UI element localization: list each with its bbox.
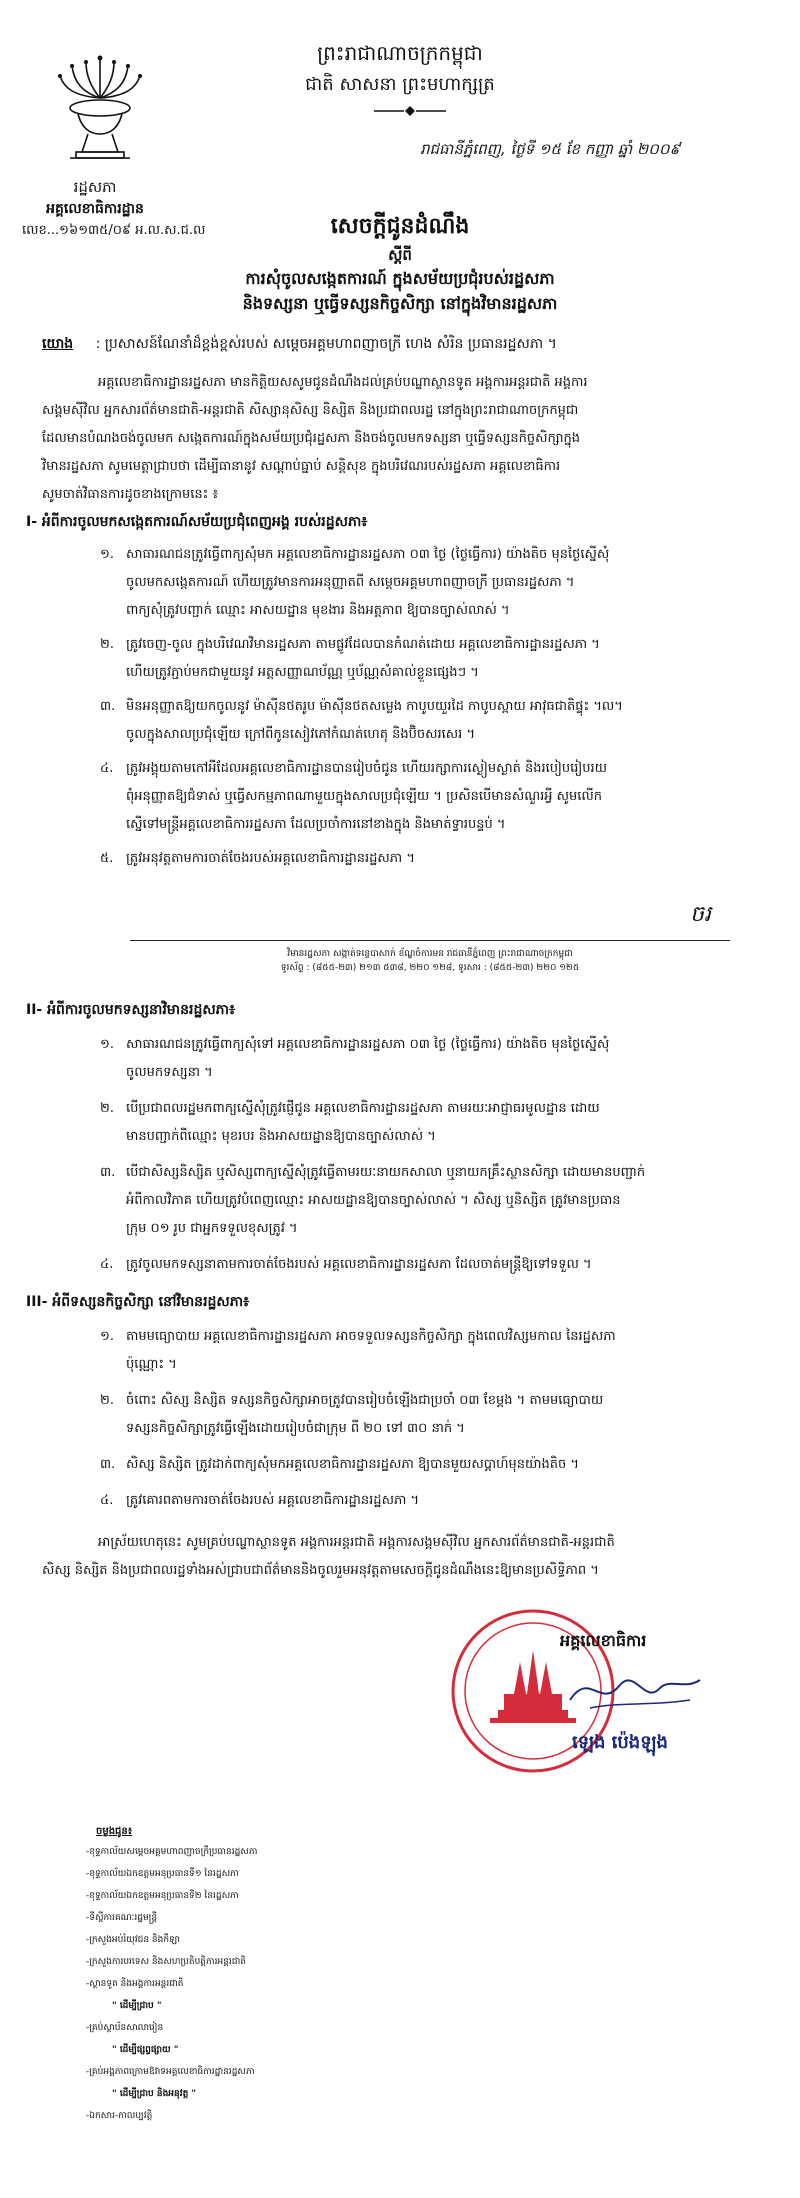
distribution-item: -ស្ថានទូត និងអង្គការអន្តរជាតិ	[86, 1979, 184, 1989]
list-item	[100, 1036, 609, 1055]
item-number: ២.	[100, 1101, 114, 1116]
footer-address: វិមានរដ្ឋសភា សង្កាត់ទន្លេបាសាក់ ខ័ណ្ឌចំការមន រាជធានីភ្នំពេញ ព្រះរាជាណាចក្រកម្ពុជា	[287, 949, 573, 959]
item-text: បើប្រជាពលរដ្ឋមកពាក្យស្នើសុំត្រូវផ្ញើជូន អគ្គលេខាធិការដ្ឋានរដ្ឋសភា តាមរយៈអាជ្ញាធរមូលដ្ឋាន ដោយ	[126, 1101, 600, 1116]
closing-line: សិស្ស និស្សិត និងប្រជាពលរដ្ឋទាំងអស់ជ្រាបជាព័ត៌មាននិងចូលរួមអនុវត្តតាមសេចក្តីជូនដំណឹងនេះឱ្យមានប្រសិទ្ធិភាព ។	[42, 1563, 599, 1578]
list-item	[100, 1256, 592, 1275]
item-text: ចូលមកទស្សនា ។	[126, 1065, 213, 1080]
reference-text: : ប្រសាសន៍ណែនាំដ៏ខ្ពង់ខ្ពស់របស់ សម្តេចអគ្គមហាពញាចក្រី ហេង សំរិន ប្រធានរដ្ឋសភា ។	[95, 336, 557, 352]
distribution-item: -ក្រសួងអប់រំយុវជន និងកីឡា	[86, 1935, 181, 1945]
org-department: អគ្គលេខាធិការដ្ឋាន	[46, 201, 144, 217]
handwritten-signature	[560, 1660, 710, 1720]
item-text: ស្នើទៅមន្ត្រីអគ្គលេខាធិការរដ្ឋសភា ដែលប្រចាំការនៅខាងក្នុង និងមាត់ទ្វារបន្ទប់ ។	[126, 817, 506, 832]
reference-block	[42, 334, 557, 355]
distribution-item: -គ្រប់អង្គភាពក្រោមឱវាទអគ្គលេខាធិការដ្ឋានរដ្ឋសភា	[86, 2067, 255, 2077]
footer-phone: ទូរស័ព្ទ : (៨៥៥-២៣) ២១៣ ៥៣៨, ២២០ ១២៨, ទូរសារ : (៨៥៥-២៣) ២២០ ១២៥	[280, 963, 580, 973]
list-item	[100, 1328, 616, 1347]
item-text: សាធារណជនត្រូវធ្វើពាក្យសុំមក អគ្គលេខាធិការដ្ឋានរដ្ឋសភា ០៣ ថ្ងៃ (ថ្ងៃធ្វើការ) យ៉ាងតិច មុនថ្ងៃស្នើសុំ	[126, 547, 610, 562]
item-text: ពាក្យសុំត្រូវបញ្ជាក់ ឈ្មោះ អាសយដ្ឋាន មុខងារ និងអត្តភាព ឱ្យបានច្បាស់លាស់ ។	[126, 603, 510, 618]
item-text: មានបញ្ជាក់ពីឈ្មោះ មុខរបរ និងអាសយដ្ឋានឱ្យបានច្បាស់លាស់ ។	[126, 1129, 436, 1144]
list-item	[100, 1456, 579, 1475]
item-text: ចំពោះ សិស្ស និស្សិត ទស្សនកិច្ចសិក្សាអាចត្រូវបានរៀបចំឡើងជាប្រចាំ ០៣ ខែម្តង ។ តាមមធ្យោបាយ	[126, 1393, 604, 1408]
list-item	[100, 698, 623, 717]
item-text: ត្រូវគោរពតាមការចាត់ចែងរបស់ អគ្គលេខាធិការដ្ឋានរដ្ឋសភា ។	[126, 1493, 420, 1508]
decorative-divider	[370, 104, 450, 118]
page-initials: ចរ	[690, 902, 711, 927]
signatory-title: អគ្គលេខាធិការ	[560, 1631, 647, 1650]
title-subject-label: ស្តីពី	[388, 246, 412, 264]
item-text: ត្រូវអនុវត្តតាមការចាត់ចែងរបស់អគ្គលេខាធិការដ្ឋានរដ្ឋសភា ។	[126, 851, 415, 866]
list-item	[100, 1164, 645, 1183]
item-number: ៤.	[100, 1257, 114, 1272]
distribution-item: -គ្រប់ស្ថាប័នសាលារៀន	[86, 2023, 164, 2033]
item-text: តាមមធ្យោបាយ អគ្គលេខាធិការដ្ឋានរដ្ឋសភា អាចទទួលទស្សនកិច្ចសិក្សា ក្នុងពេលវិស្សមកាល នៃរដ្ឋសភា	[126, 1329, 616, 1344]
item-text: មិនអនុញ្ញាតឱ្យយកចូលនូវ ម៉ាស៊ីនថតរូប ម៉ាស៊ីនថតសម្លេង កាបូបយួរដៃ កាបូបស្ពាយ អាវុធជាតិផ្ទុះ ។ល។	[126, 699, 623, 714]
title-subject-line1: ការសុំចូលសង្កេតការណ៍ ក្នុងសម័យប្រជុំរបស់រដ្ឋសភា	[245, 269, 555, 288]
intro-line: ដែលមានបំណងចង់ចូលមក សង្កេតការណ៍ក្នុងសម័យប្រជុំរដ្ឋសភា និងចង់ចូលមកទស្សនា ឬធ្វើទស្សនកិច្ចសិក្សាក្នុង	[42, 431, 581, 446]
distribution-item: -ឯកសារ-កាលប្បវត្តិ	[86, 2111, 153, 2121]
intro-line: វិមានរដ្ឋសភា សូមមេត្តាជ្រាបថា ដើម្បីធានានូវ សណ្តាប់ធ្នាប់ សន្តិសុខ ក្នុងបរិវេណរបស់រដ្ឋសភា អគ្គលេខាធិការ	[42, 459, 561, 474]
item-number: ១.	[100, 1329, 114, 1344]
reference-label: យោង	[42, 336, 74, 352]
item-number: ៥.	[100, 851, 114, 866]
item-text: ហើយត្រូវភ្ជាប់មកជាមួយនូវ អត្តសញ្ញាណប័ណ្ណ ឬប័ណ្ណសំគាល់ខ្លួនផ្សេងៗ ។	[126, 665, 479, 680]
distribution-purpose: " ដើម្បីជ្រាប និងអនុវត្ត "	[112, 2089, 197, 2099]
document-date: រាជធានីភ្នំពេញ, ថ្ងៃទី ១៥ ខែ កញ្ញា ឆ្នាំ ២០០៩	[420, 140, 681, 158]
signatory-name: ឡេង ប៉េងឡុង	[572, 1732, 668, 1753]
section-2-heading: II- អំពីការចូលមកទស្សនាវិមានរដ្ឋសភា៖	[26, 1002, 236, 1018]
item-number: ២.	[100, 1393, 114, 1408]
item-number: ១.	[100, 547, 114, 562]
reference-number: លេខ...១៦១៣៥/០៩ អ.ល.ស.ជ.ល	[22, 223, 206, 238]
item-number: ៣.	[100, 1165, 116, 1180]
item-number: ៣.	[100, 699, 116, 714]
list-item	[100, 1492, 419, 1511]
section-1-heading: I- អំពីការចូលមកសង្កេតការណ៍សម័យប្រជុំពេញអង្គ របស់រដ្ឋសភា៖	[26, 514, 368, 530]
section-3-heading: III- អំពីទស្សនកិច្ចសិក្សា នៅវិមានរដ្ឋសភា៖	[26, 1294, 250, 1310]
intro-line: អគ្គលេខាធិការដ្ឋានរដ្ឋសភា មានកិត្តិយសសូមជូនដំណឹងដល់គ្រប់បណ្ឌាស្ថានទូត អង្គការអន្តរជាតិ អង្គការ	[98, 375, 588, 390]
closing-line: អាស្រ័យហេតុនេះ សូមគ្រប់បណ្ឌាស្ថានទូត អង្គការអន្តរជាតិ អង្គការសង្គមស៊ីវិល អ្នកសារព័ត៌មានជាតិ-អន្តរជាតិ	[98, 1535, 615, 1550]
item-number: ១.	[100, 1037, 114, 1052]
item-text: ចូលក្នុងសាលប្រជុំឡើយ ក្រៅពីកូនសៀវភៅកំណត់ហេតុ និងប៊ិចសរសេរ ។	[126, 727, 476, 742]
list-item	[100, 1392, 603, 1411]
item-number: ៣.	[100, 1457, 116, 1472]
title-subject-line2: និងទស្សនា ឬធ្វើទស្សនកិច្ចសិក្សា នៅក្នុងវិមានរដ្ឋសភា	[242, 294, 558, 313]
item-number: ៤.	[100, 761, 114, 776]
item-text: ត្រូវចេញ-ចូល ក្នុងបរិវេណវិមានរដ្ឋសភា តាមផ្លូវដែលបានកំណត់ដោយ អគ្គលេខាធិការដ្ឋានរដ្ឋសភា ។	[126, 637, 600, 652]
distribution-item: -ខុទ្ទកាល័យសម្តេចអគ្គមហាពញាចក្រីប្រធានរដ្ឋសភា	[86, 1847, 258, 1857]
item-text: ត្រូវអង្គុយតាមកៅអីដែលអគ្គលេខាធិការដ្ឋានបានរៀបចំជូន ហើយរក្សាការស្ងៀមស្ងាត់ និងរបៀបរៀបរយ	[126, 761, 608, 776]
item-text: បើជាសិស្សនិស្សិត ឬសិស្សពាក្យស្នើសុំត្រូវធ្វើតាមរយៈនាយកសាលា ឬនាយកគ្រឹះស្ថានសិក្សា ដោយមានបញ្ជាក់	[126, 1165, 646, 1180]
item-number: ៤.	[100, 1493, 114, 1508]
intro-line: សូមចាត់វិធានការដូចខាងក្រោមនេះ ៖	[42, 487, 219, 502]
item-text: ពុំអនុញ្ញាតឱ្យជំទាស់ ឬធ្វើសកម្មភាពណាមួយក្នុងសាលប្រជុំឡើយ ។ ប្រសិនបើមានសំណួរអ្វី សូមលើក	[126, 789, 603, 804]
list-item	[100, 636, 600, 655]
item-text: ត្រូវចូលមកទស្សនាតាមការចាត់ចែងរបស់ អគ្គលេខាធិការដ្ឋានរដ្ឋសភា ដែលចាត់មន្ត្រីឱ្យទៅទទួល ។	[126, 1257, 592, 1272]
distribution-purpose: " ដើម្បីផ្សព្វផ្សាយ "	[112, 2045, 179, 2055]
list-item	[100, 850, 415, 869]
list-item	[100, 546, 609, 565]
item-number: ២.	[100, 637, 114, 652]
distribution-heading: ចម្លងជូន៖	[96, 1826, 133, 1837]
item-text: ចូលមកសង្កេតការណ៍ ហើយត្រូវមានការអនុញ្ញាតពី សម្តេចអគ្គមហាពញាចក្រី ប្រធានរដ្ឋសភា ។	[126, 575, 575, 590]
distribution-item: -ខុទ្ទកាល័យឯកឧត្តមអនុប្រធានទី២ នៃរដ្ឋសភា	[86, 1891, 239, 1901]
org-name: រដ្ឋសភា	[73, 178, 117, 196]
intro-line: សង្គមស៊ីវិល អ្នកសារព័ត៌មានជាតិ-អន្តរជាតិ សិស្សានុសិស្ស និស្សិត និងប្រជាពលរដ្ឋ នៅក្នុងព្រះរាជាណាចក្រកម្ពុជា	[42, 403, 579, 418]
item-text: អំពីកាលវិភាគ ហើយត្រូវបំពេញឈ្មោះ អាសយដ្ឋានឱ្យបានច្បាស់លាស់ ។ សិស្ស ឬនិស្សិត ត្រូវមានប្រធាន	[126, 1193, 621, 1208]
item-text: ក្រុម ០១ រូប ជាអ្នកទទួលខុសត្រូវ ។	[126, 1221, 298, 1236]
list-item	[100, 760, 607, 779]
item-text: សាធារណជនត្រូវធ្វើពាក្យសុំទៅ អគ្គលេខាធិការដ្ឋានរដ្ឋសភា ០៣ ថ្ងៃ (ថ្ងៃធ្វើការ) យ៉ាងតិច មុនថ្ងៃស្នើសុំ	[126, 1037, 610, 1052]
list-item	[100, 1100, 600, 1119]
footer-divider	[130, 940, 730, 941]
distribution-item: -ក្រសួងការបរទេស និងសហប្រតិបត្តិការអន្តរជាតិ	[86, 1957, 247, 1967]
distribution-purpose: " ដើម្បីជ្រាប "	[112, 2001, 162, 2011]
distribution-item: -ខុទ្ទកាល័យឯកឧត្តមអនុប្រធានទី១ នៃរដ្ឋសភា	[86, 1869, 239, 1879]
document-title: សេចក្តីជូនដំណឹង	[330, 214, 470, 239]
kingdom-title: ព្រះរាជាណាចក្រកម្ពុជា	[317, 41, 483, 65]
item-text: ប៉ុណ្ណោះ ។	[126, 1357, 177, 1372]
national-motto: ជាតិ សាសនា ព្រះមហាក្សត្រ	[305, 74, 495, 95]
item-text: សិស្ស និស្សិត ត្រូវដាក់ពាក្យសុំមកអគ្គលេខាធិការដ្ឋានរដ្ឋសភា ឱ្យបានមួយសប្តាហ៍មុនយ៉ាងតិច ។	[126, 1457, 579, 1472]
item-text: ទស្សនកិច្ចសិក្សាត្រូវធ្វើឡើងដោយរៀបចំជាក្រុម ពី ២០ ទៅ ៣០ នាក់ ។	[126, 1421, 465, 1436]
distribution-item: -ទីស្តីការគណៈរដ្ឋមន្ត្រី	[86, 1913, 158, 1923]
